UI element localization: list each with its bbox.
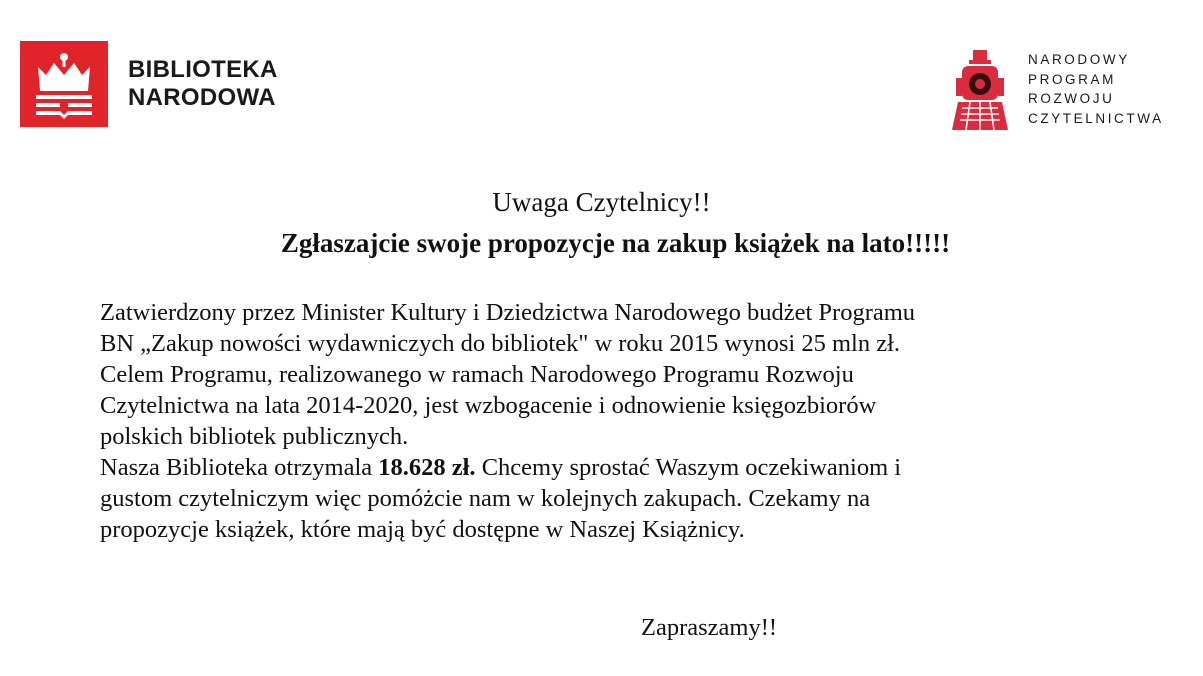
body-line: Czytelnictwa na lata 2014-2020, jest wzbogacenie i odnowienie księgozbiorów xyxy=(100,392,877,419)
body-line: Zatwierdzony przez Minister Kultury i Dziedzictwa Narodowego budżet Programu xyxy=(100,299,916,326)
signoff: Zapraszamy!! xyxy=(641,614,778,641)
locomotive-icon xyxy=(952,48,1008,132)
amount-suffix: Chcemy sprostać Waszym oczekiwaniom i xyxy=(475,454,902,481)
nprc-logo xyxy=(952,48,1164,132)
nprc-line-4: CZYTELNICTWA xyxy=(1028,110,1164,126)
biblioteka-narodowa-wordmark xyxy=(128,56,278,112)
nprc-line-3: ROZWOJU xyxy=(1028,91,1115,106)
nprc-line-1: NARODOWY xyxy=(1028,52,1130,67)
logo-line-2: NARODOWA xyxy=(128,84,276,111)
body-line: polskich bibliotek publicznych. xyxy=(100,423,409,450)
amount-prefix: Nasza Biblioteka otrzymala xyxy=(100,454,379,481)
notice-subheading: Zgłaszajcie swoje propozycje na zakup książek na lato!!!!! xyxy=(280,228,951,258)
body-line: propozycje książek, które mają być dostępne w Naszej Książnicy. xyxy=(100,516,745,543)
notice-heading: Uwaga Czytelnicy!! xyxy=(492,187,711,217)
nprc-wordmark xyxy=(1028,50,1164,128)
body-line-amount xyxy=(100,452,1100,483)
amount-value: 18.628 zł. xyxy=(378,454,476,481)
notice-body xyxy=(100,297,1100,545)
body-line: gustom czytelniczym więc pomóżcie nam w kolejnych zakupach. Czekamy na xyxy=(100,485,871,512)
crown-book-icon xyxy=(20,41,108,127)
nprc-line-2: PROGRAM xyxy=(1028,71,1116,87)
body-line: Celem Programu, realizowanego w ramach Narodowego Programu Rozwoju xyxy=(100,361,854,388)
body-line: BN „Zakup nowości wydawniczych do bibliotek" w roku 2015 wynosi 25 mln zł. xyxy=(100,330,901,357)
biblioteka-narodowa-logo xyxy=(20,41,278,127)
logo-line-1: BIBLIOTEKA xyxy=(128,56,278,83)
